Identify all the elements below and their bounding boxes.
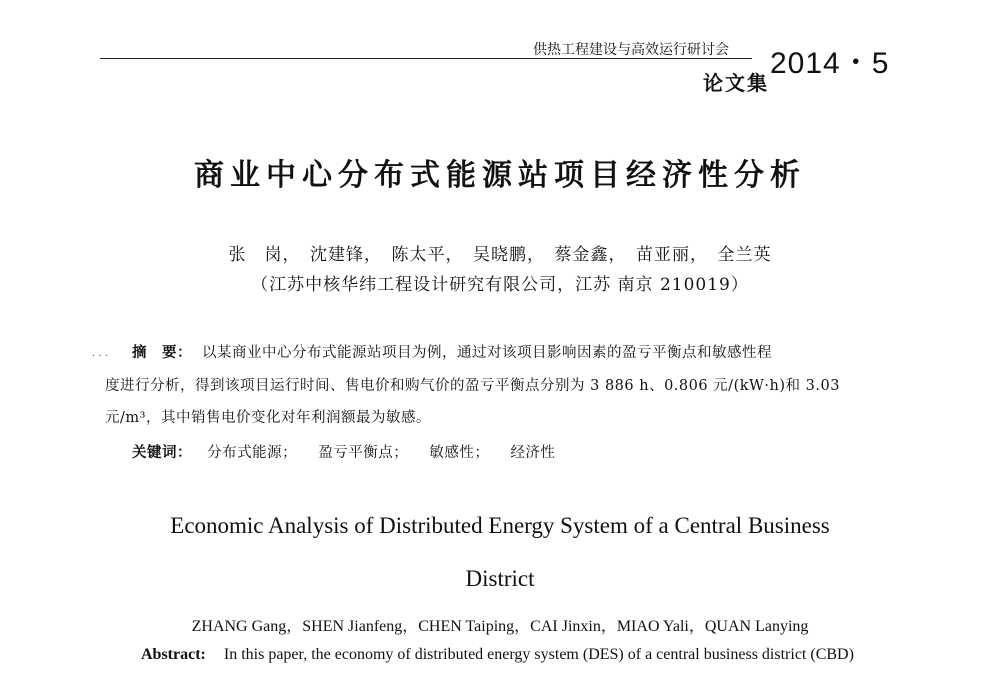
abstract-cn-label: 摘 要： bbox=[132, 345, 192, 361]
authors-en: ZHANG Gang，SHEN Jianfeng，CHEN Taiping，CAI Jinxin，MIAO Yali，QUAN Lanying bbox=[191, 618, 809, 635]
paper-title-en-line-2: District bbox=[465, 566, 535, 591]
collection-label: 论文集 bbox=[703, 71, 769, 95]
keyword-item: 敏感性； bbox=[429, 445, 490, 461]
conference-name: 供热工程建设与高效运行研讨会 bbox=[533, 42, 729, 58]
abstract-en bbox=[141, 646, 854, 664]
keywords-label: 关键词： bbox=[132, 445, 192, 461]
keyword-item: 分布式能源； bbox=[207, 445, 298, 461]
abstract-cn-line-2: 度进行分析，得到该项目运行时间、售电价和购气价的盈亏平衡点分别为 3 886 h、0.806 元/(kW·h)和 3.03 bbox=[105, 378, 840, 394]
header-rule bbox=[100, 58, 752, 59]
margin-mark: · · · bbox=[92, 351, 108, 362]
authors-cn: 张 岗， 沈建锋， 陈太平， 吴晓鹏， 蔡金鑫， 苗亚丽， 全兰英 bbox=[228, 245, 772, 265]
keywords-cn bbox=[132, 441, 571, 462]
abstract-en-text: In this paper, the economy of distributed energy system (DES) of a central business district (CBD) bbox=[223, 646, 854, 663]
affiliation-cn: （江苏中核华纬工程设计研究有限公司，江苏 南京 210019） bbox=[251, 275, 749, 295]
keyword-item: 经济性 bbox=[510, 445, 556, 461]
keyword-item: 盈亏平衡点； bbox=[318, 445, 409, 461]
issue-number: 2014・5 bbox=[770, 47, 890, 80]
abstract-cn-line-1 bbox=[132, 341, 772, 362]
abstract-cn-line-3: 元/m³，其中销售电价变化对年利润额最为敏感。 bbox=[105, 410, 431, 426]
paper-title-en-line-1: Economic Analysis of Distributed Energy System of a Central Business bbox=[170, 513, 830, 538]
abstract-en-label: Abstract: bbox=[141, 646, 206, 663]
paper-title-cn: 商业中心分布式能源站项目经济性分析 bbox=[194, 158, 806, 193]
abstract-cn-text-1: 以某商业中心分布式能源站项目为例，通过对该项目影响因素的盈亏平衡点和敏感性程 bbox=[202, 345, 772, 361]
